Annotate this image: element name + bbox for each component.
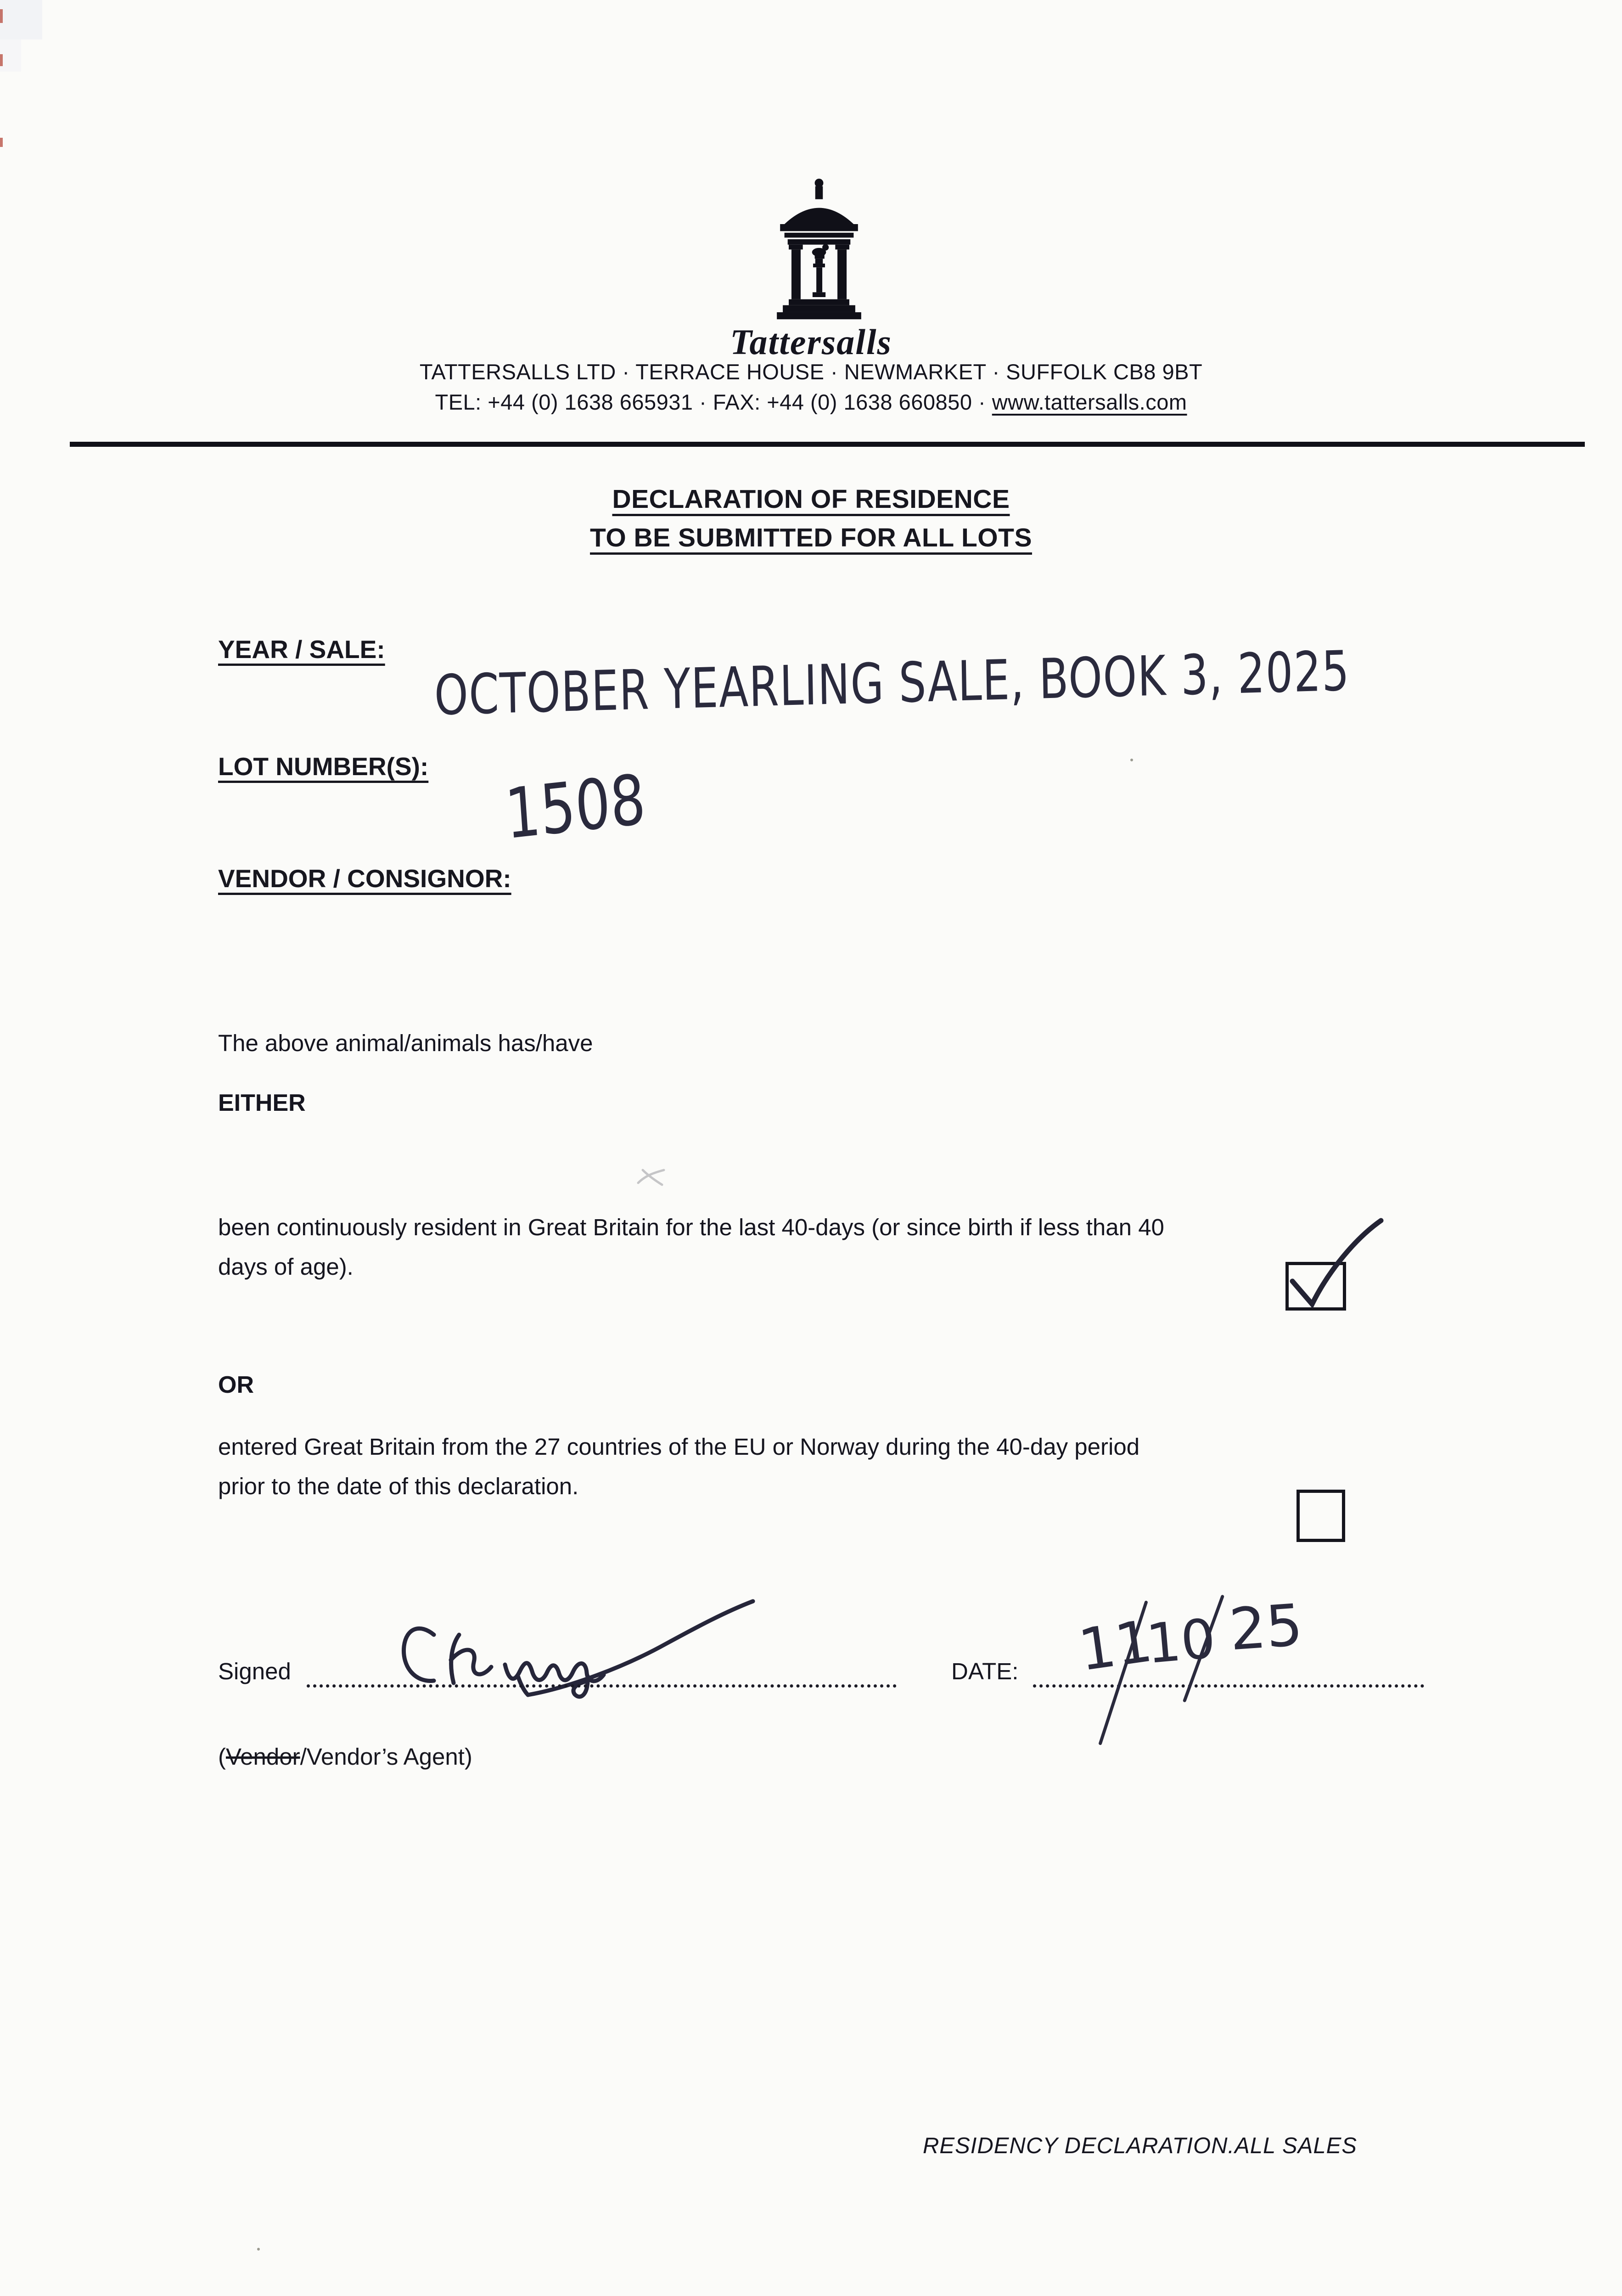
option1-text-line1: been continuously resident in Great Britain for the last 40-days (or since birth if less than 40: [218, 1214, 1164, 1240]
brand-wordmark: Tattersalls: [730, 322, 892, 362]
website-link: www.tattersalls.com: [992, 390, 1187, 414]
scan-smudge: [634, 1166, 668, 1188]
tattersalls-rotunda-logo-icon: [761, 175, 877, 321]
scan-edge-artifact: [0, 54, 3, 66]
date-dotted-line: [1033, 1684, 1424, 1688]
tel-fax-text: TEL: +44 (0) 1638 665931 · FAX: +44 (0) 1638 660850 ·: [435, 390, 992, 414]
scan-edge-artifact: [0, 138, 3, 147]
year-sale-label: YEAR / SALE:: [218, 635, 385, 664]
option2-text-line1: entered Great Britain from the 27 countries of the EU or Norway during the 40-day period: [218, 1434, 1140, 1460]
document-title-line2: TO BE SUBMITTED FOR ALL LOTS: [590, 523, 1032, 552]
date-label: DATE:: [951, 1658, 1019, 1684]
document-reference: RESIDENCY DECLARATION.ALL SALES: [923, 2133, 1357, 2158]
scan-corner-shadow: [0, 39, 21, 72]
signed-dotted-line: [307, 1684, 897, 1688]
vendor-consignor-label: VENDOR / CONSIGNOR:: [218, 864, 511, 893]
signatory-capacity-note: [218, 1743, 472, 1770]
capacity-open-paren: (: [218, 1744, 226, 1770]
handwritten-date-month: 10: [1144, 1606, 1218, 1676]
declaration-intro-text: The above animal/animals has/have: [218, 1030, 593, 1056]
handwritten-date-year: 25: [1227, 1592, 1305, 1664]
capacity-vendor-struck-text: Vendor: [225, 1744, 300, 1770]
company-contact-line: [0, 389, 1622, 415]
signed-label: Signed: [218, 1658, 291, 1684]
lot-number-handwritten-value: 1508: [503, 760, 648, 855]
scan-speck: [1130, 759, 1133, 761]
lot-numbers-label: LOT NUMBER(S):: [218, 752, 429, 781]
document-title-line1: DECLARATION OF RESIDENCE: [612, 484, 1010, 514]
scan-edge-artifact: [0, 9, 3, 23]
header-divider: [70, 442, 1585, 447]
option1-text-line2: days of age).: [218, 1254, 354, 1280]
either-label: EITHER: [218, 1090, 306, 1116]
option2-text: [218, 1427, 1139, 1506]
scan-corner-shadow: [0, 0, 42, 39]
option1-text: [218, 1208, 1164, 1287]
or-label: OR: [218, 1372, 254, 1398]
scan-speck: [257, 2248, 260, 2251]
year-sale-handwritten-value: OCTOBER YEARLING SALE, BOOK 3, 2025: [434, 639, 1351, 728]
company-address-line: TATTERSALLS LTD · TERRACE HOUSE · NEWMARKET · SUFFOLK CB8 9BT: [419, 360, 1203, 384]
option1-tick-mark-icon: [1272, 1212, 1391, 1318]
option2-text-line2: prior to the date of this declaration.: [218, 1473, 579, 1499]
handwritten-date-day: 11: [1074, 1608, 1156, 1684]
capacity-agent-text: /Vendor’s Agent): [300, 1744, 472, 1770]
option2-checkbox: [1296, 1490, 1345, 1542]
